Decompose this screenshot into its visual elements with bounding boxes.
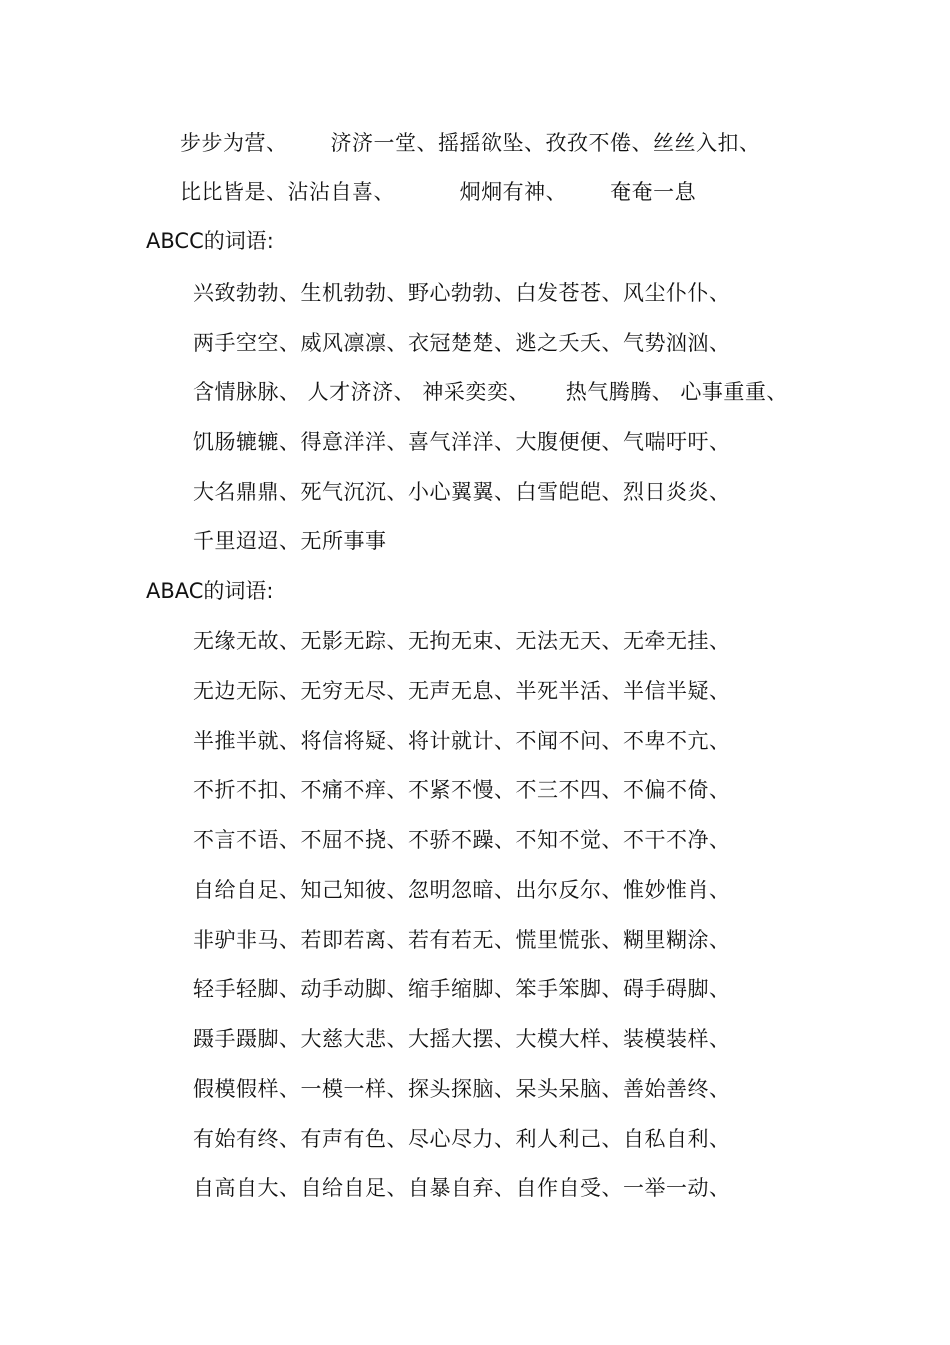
intro-line-2: 比比皆是、沾沾自喜、 炯炯有神、 奄奄一息 — [180, 180, 697, 204]
abac-line-3: 半推半就、将信将疑、将计就计、不闻不问、不卑不亢、 — [193, 729, 731, 753]
intro-line-1: 步步为营、 济济一堂、摇摇欲坠、孜孜不倦、丝丝入扣、 — [180, 131, 761, 155]
abcc-line-3: 含情脉脉、 人才济济、 神采奕奕、 热气腾腾、 心事重重、 — [193, 380, 788, 404]
abac-line-6: 自给自足、知己知彼、忽明忽暗、出尔反尔、惟妙惟肖、 — [193, 878, 731, 902]
abac-line-2: 无边无际、无穷无尽、无声无息、半死半活、半信半疑、 — [193, 679, 731, 703]
abac-line-12: 自高自大、自给自足、自暴自弃、自作自受、一举一动、 — [193, 1176, 731, 1200]
section-heading-abcc: ABCC的词语: — [146, 229, 274, 253]
abcc-line-2: 两手空空、威风凛凛、衣冠楚楚、逃之夭夭、气势汹汹、 — [193, 331, 731, 355]
abcc-line-4: 饥肠辘辘、得意洋洋、喜气洋洋、大腹便便、气喘吁吁、 — [193, 430, 731, 454]
abac-line-10: 假模假样、一模一样、探头探脑、呆头呆脑、善始善终、 — [193, 1077, 731, 1101]
abac-line-4: 不折不扣、不痛不痒、不紧不慢、不三不四、不偏不倚、 — [193, 778, 731, 802]
abac-line-7: 非驴非马、若即若离、若有若无、慌里慌张、糊里糊涂、 — [193, 928, 731, 952]
abcc-line-1: 兴致勃勃、生机勃勃、野心勃勃、白发苍苍、风尘仆仆、 — [193, 281, 731, 305]
abac-line-11: 有始有终、有声有色、尽心尽力、利人利己、自私自利、 — [193, 1127, 731, 1151]
section-heading-abac: ABAC的词语: — [146, 579, 274, 603]
abcc-line-5: 大名鼎鼎、死气沉沉、小心翼翼、白雪皑皑、烈日炎炎、 — [193, 480, 731, 504]
abcc-line-6: 千里迢迢、无所事事 — [193, 529, 387, 553]
abac-line-9: 蹑手蹑脚、大慈大悲、大摇大摆、大模大样、装模装样、 — [193, 1027, 731, 1051]
abac-line-8: 轻手轻脚、动手动脚、缩手缩脚、笨手笨脚、碍手碍脚、 — [193, 977, 731, 1001]
abac-line-1: 无缘无故、无影无踪、无拘无束、无法无天、无牵无挂、 — [193, 629, 731, 653]
abac-line-5: 不言不语、不屈不挠、不骄不躁、不知不觉、不干不净、 — [193, 828, 731, 852]
